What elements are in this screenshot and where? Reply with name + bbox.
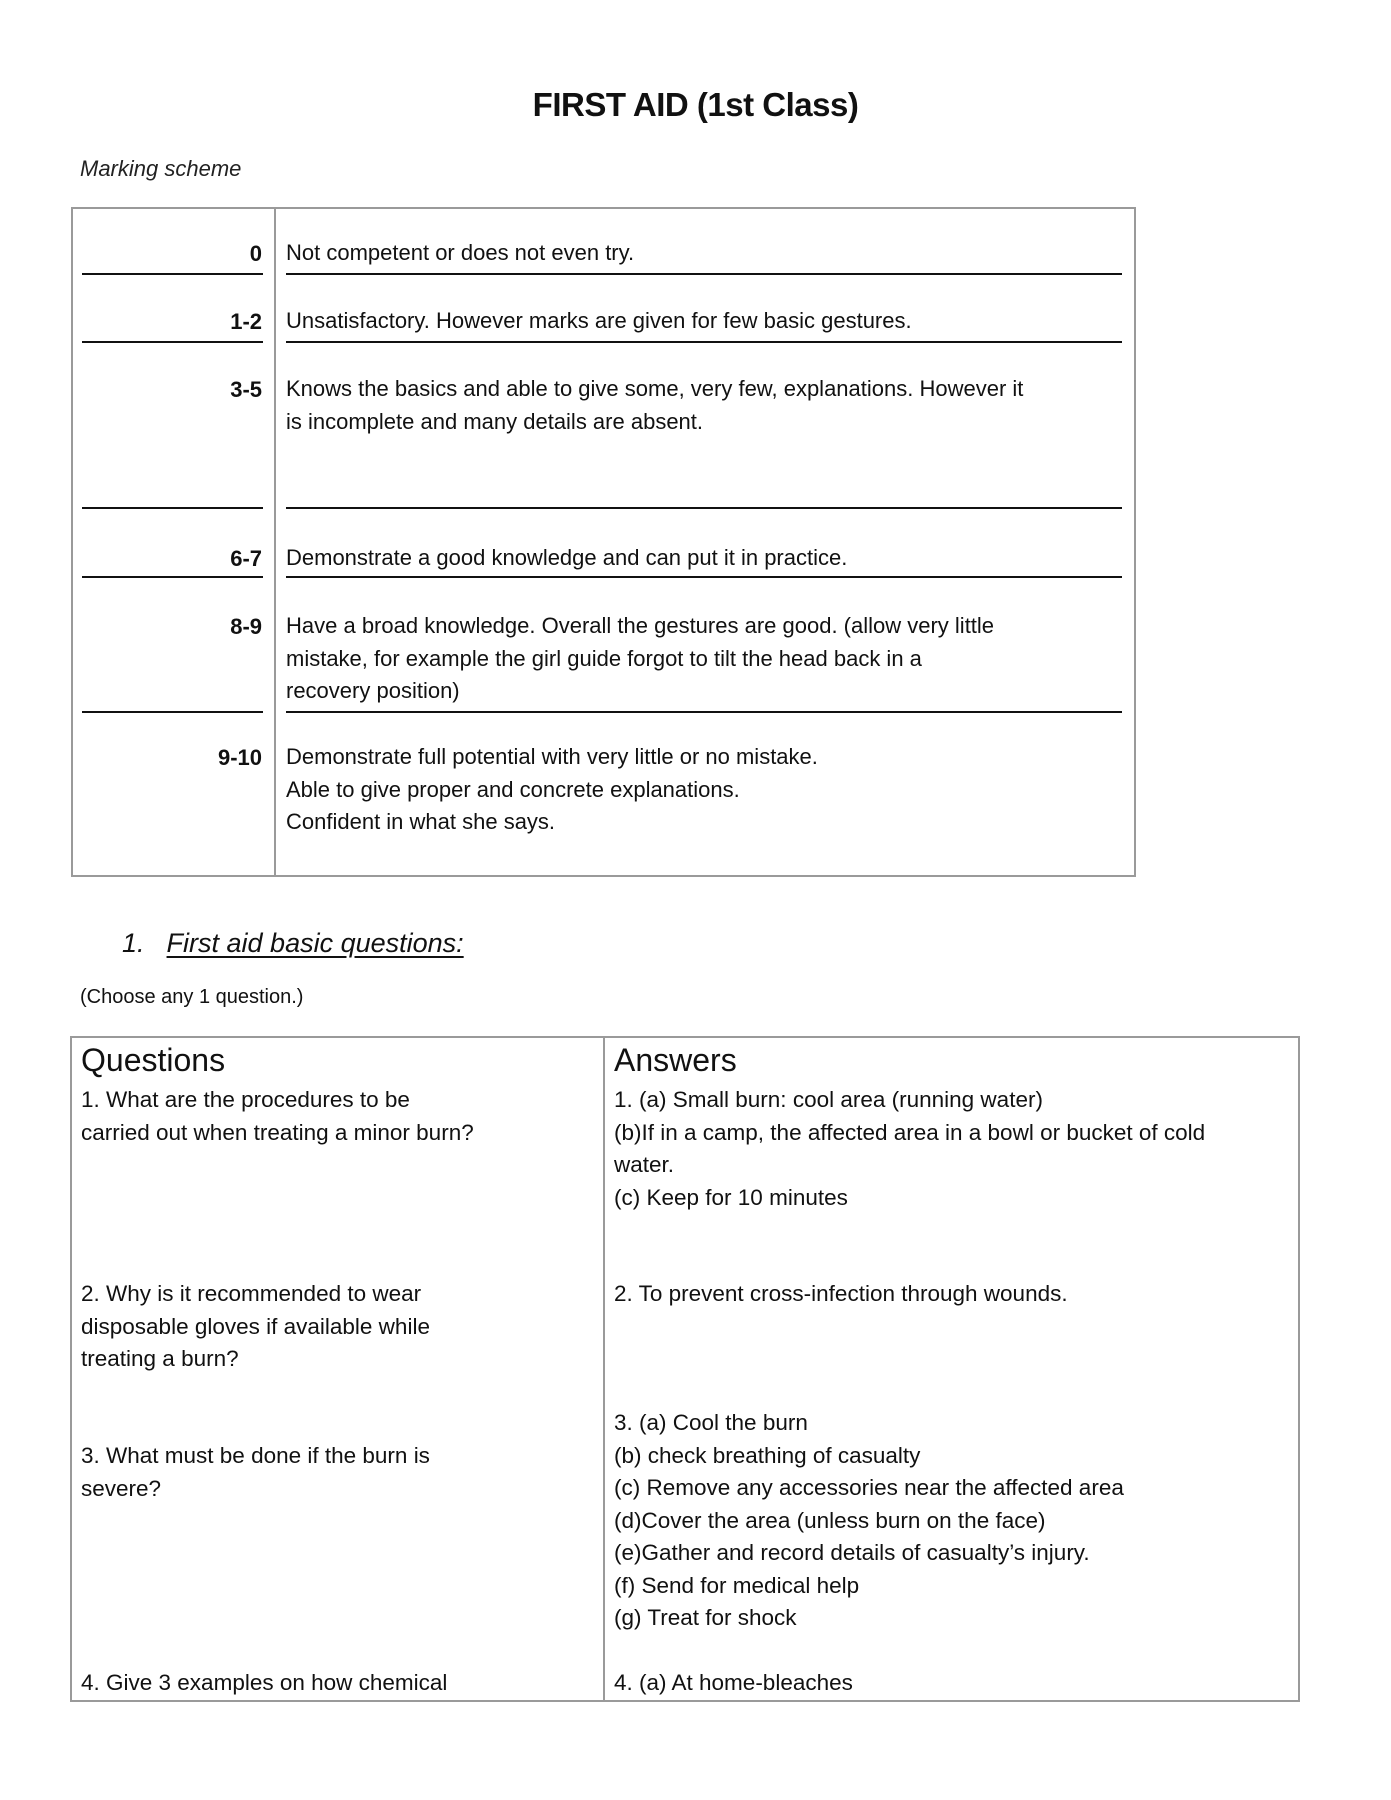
score-1-2: 1-2: [230, 309, 262, 334]
description-line: Have a broad knowledge. Overall the gestures are good. (allow very little: [286, 613, 995, 638]
description-line: Confident in what she says.: [286, 809, 556, 834]
marking-scheme-column-divider: [274, 207, 276, 875]
answer-line: (g) Treat for shock: [614, 1605, 797, 1630]
answer-line: (b) check breathing of casualty: [614, 1442, 921, 1468]
marking-scheme-label: Marking scheme: [80, 156, 242, 181]
answers-column-header: Answers: [614, 1042, 737, 1078]
score-9-10: 9-10: [217, 745, 262, 770]
description-line: Unsatisfactory. However marks are given for few basic gestures.: [286, 308, 912, 333]
rule-line: [82, 711, 263, 713]
rule-line: [82, 273, 263, 275]
question-line: 3. What must be done if the burn is: [81, 1443, 430, 1468]
score-3-5: 3-5: [230, 377, 262, 402]
score-6-7-description: [286, 542, 1126, 575]
questions-column-header: Questions: [81, 1042, 226, 1078]
description-line: Not competent or does not even try.: [286, 240, 635, 265]
score-1-2-description: [286, 305, 1126, 338]
score-9-10-description: [286, 741, 1126, 839]
answer-line: (f) Send for medical help: [614, 1572, 860, 1598]
rule-line: [82, 576, 263, 578]
answer-line: (c) Remove any accessories near the affected area: [614, 1475, 1124, 1500]
question-4: [81, 1667, 591, 1700]
section-number: 1.: [122, 928, 145, 958]
rule-line: [286, 711, 1122, 713]
question-3: [81, 1440, 591, 1505]
score-6-7: 6-7: [230, 546, 262, 571]
description-line: mistake, for example the girl guide forgot to tilt the head back in a: [286, 645, 922, 671]
section-heading: [122, 928, 464, 959]
section-title: First aid basic questions:: [166, 928, 464, 958]
question-line: 1. What are the procedures to be: [81, 1087, 410, 1112]
question-line: carried out when treating a minor burn?: [81, 1119, 474, 1145]
rule-line: [82, 507, 263, 509]
question-line: severe?: [81, 1475, 162, 1501]
question-2: [81, 1278, 591, 1376]
description-line: Demonstrate a good knowledge and can put it in practice.: [286, 545, 848, 570]
answer-4: [614, 1667, 1294, 1700]
rule-line: [286, 576, 1122, 578]
score-8-9-description: [286, 610, 1126, 708]
question-line: 4. Give 3 examples on how chemical: [81, 1670, 448, 1695]
answer-line: water.: [614, 1152, 675, 1177]
answer-line: 3. (a) Cool the burn: [614, 1410, 808, 1435]
section-instruction: (Choose any 1 question.): [80, 986, 304, 1008]
description-line: is incomplete and many details are absent.: [286, 408, 704, 434]
score-8-9: 8-9: [230, 614, 262, 639]
answer-2: [614, 1278, 1294, 1311]
question-line: disposable gloves if available while: [81, 1313, 430, 1339]
question-line: 2. Why is it recommended to wear: [81, 1281, 422, 1306]
rule-line: [286, 507, 1122, 509]
answer-line: (d)Cover the area (unless burn on the face): [614, 1507, 1046, 1533]
description-line: Able to give proper and concrete explanations.: [286, 776, 740, 802]
answer-1: [614, 1084, 1294, 1214]
question-line: treating a burn?: [81, 1346, 239, 1371]
question-1: [81, 1084, 591, 1149]
answer-line: 1. (a) Small burn: cool area (running water): [614, 1087, 1043, 1112]
answer-3: [614, 1407, 1294, 1635]
rule-line: [82, 341, 263, 343]
description-line: Demonstrate full potential with very little or no mistake.: [286, 744, 818, 769]
description-line: Knows the basics and able to give some, very few, explanations. However it: [286, 376, 1024, 401]
answer-line: (b)If in a camp, the affected area in a bowl or bucket of cold: [614, 1119, 1206, 1145]
answer-line: 4. (a) At home-bleaches: [614, 1670, 853, 1695]
page-title: FIRST AID (1st Class): [532, 86, 859, 123]
score-0: 0: [249, 241, 262, 266]
description-line: recovery position): [286, 678, 460, 703]
score-3-5-description: [286, 373, 1126, 438]
score-0-description: [286, 237, 1126, 270]
rule-line: [286, 341, 1122, 343]
answer-line: (e)Gather and record details of casualty’s injury.: [614, 1540, 1090, 1565]
qa-column-divider: [603, 1036, 605, 1700]
answer-line: (c) Keep for 10 minutes: [614, 1184, 848, 1210]
rule-line: [286, 273, 1122, 275]
answer-line: 2. To prevent cross-infection through wounds.: [614, 1281, 1068, 1306]
